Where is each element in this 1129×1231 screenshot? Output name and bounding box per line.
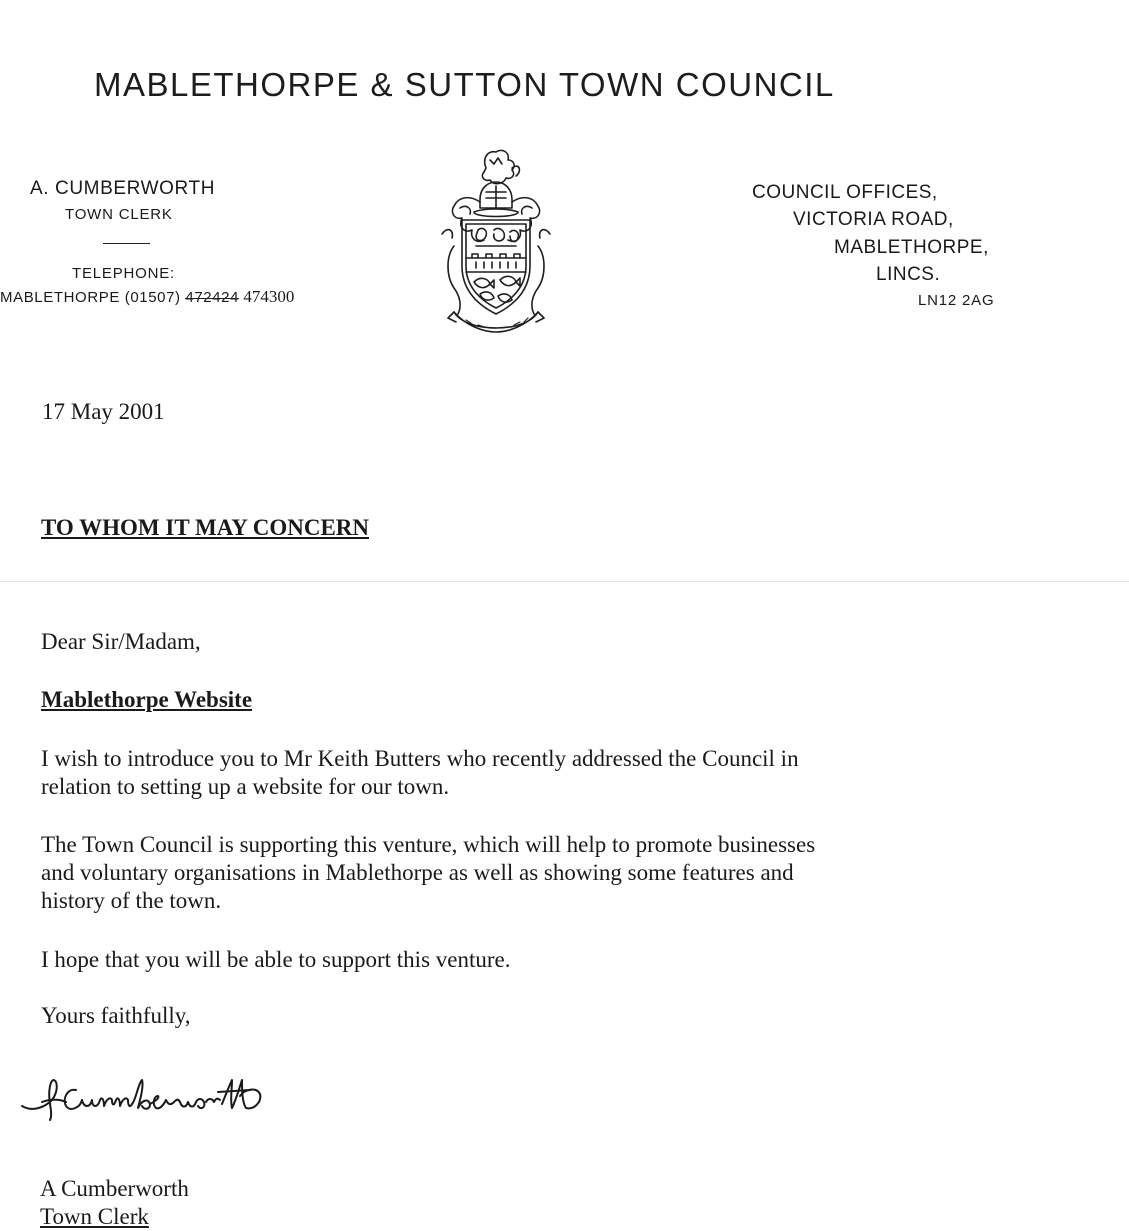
- telephone-old-number: 472424: [185, 289, 240, 306]
- clerk-name: A. CUMBERWORTH: [30, 178, 216, 199]
- postcode: LN12 2AG: [918, 292, 995, 309]
- address-line: COUNCIL OFFICES,: [752, 182, 938, 203]
- clerk-title: TOWN CLERK: [65, 206, 173, 223]
- paragraph-line: relation to setting up a website for our town.: [41, 774, 450, 799]
- address-line: VICTORIA ROAD,: [793, 209, 954, 230]
- closing: Yours faithfully,: [41, 1003, 191, 1028]
- fold-line: [0, 581, 1129, 582]
- paragraph-line: and voluntary organisations in Mablethorpe as well as showing some features and: [41, 860, 794, 885]
- paragraph-line: history of the town.: [41, 888, 222, 913]
- telephone-prefix: MABLETHORPE (01507): [0, 289, 186, 306]
- paragraph-line: I hope that you will be able to support this venture.: [41, 947, 511, 972]
- salutation: Dear Sir/Madam,: [41, 629, 201, 654]
- telephone-label: TELEPHONE:: [72, 265, 176, 282]
- body-paragraph: [41, 946, 921, 974]
- letter-date: 17 May 2001: [42, 399, 165, 424]
- telephone-new-number: 474300: [239, 287, 295, 306]
- letter-heading: TO WHOM IT MAY CONCERN: [41, 515, 370, 540]
- body-paragraph: [41, 831, 921, 915]
- subject-line: Mablethorpe Website: [41, 687, 253, 712]
- signatory-name: A Cumberworth: [40, 1176, 189, 1201]
- paragraph-line: I wish to introduce you to Mr Keith Butters who recently addressed the Council in: [41, 746, 799, 771]
- signatory-title: Town Clerk: [40, 1204, 149, 1229]
- paragraph-line: The Town Council is supporting this venture, which will help to promote businesses: [41, 832, 816, 857]
- telephone-number: [0, 287, 294, 307]
- council-title: MABLETHORPE & SUTTON TOWN COUNCIL: [94, 66, 835, 103]
- address-line: LINCS.: [876, 264, 941, 285]
- coat-of-arms-icon: [432, 146, 560, 338]
- address-line: MABLETHORPE,: [834, 237, 989, 258]
- signature: [18, 1070, 278, 1130]
- body-paragraph: [41, 745, 921, 801]
- divider: [103, 243, 150, 244]
